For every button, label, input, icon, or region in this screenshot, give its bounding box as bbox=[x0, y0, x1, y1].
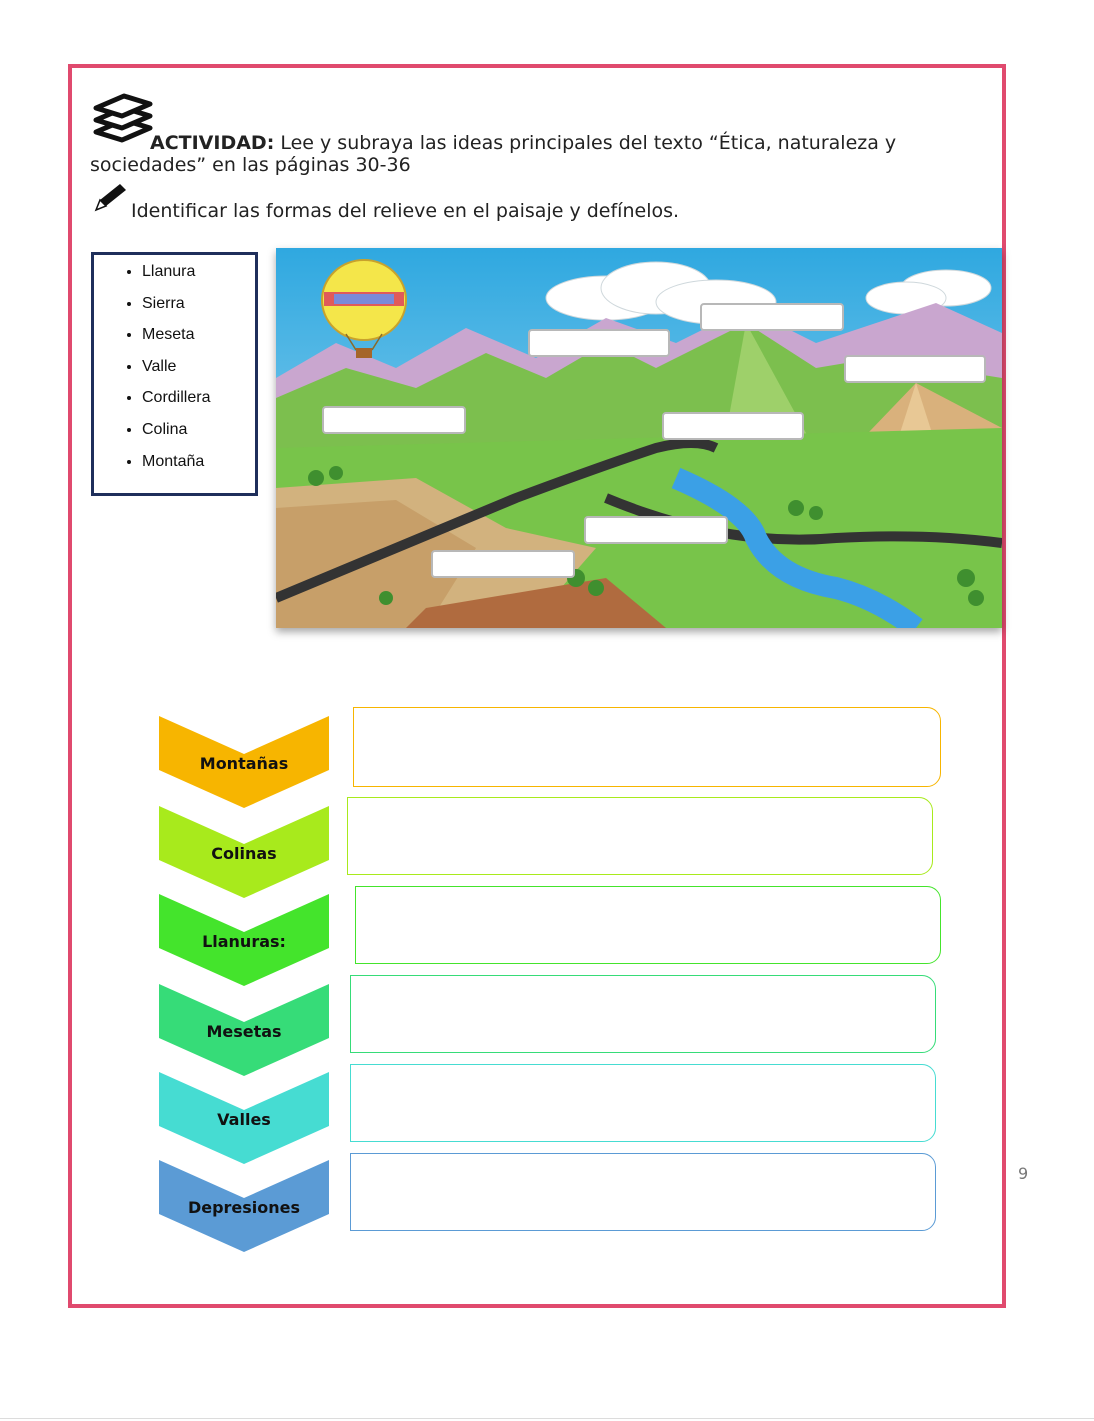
landform-chevron bbox=[159, 806, 329, 898]
landform-label: Colinas bbox=[211, 844, 277, 863]
landform-label: Valles bbox=[217, 1110, 271, 1129]
word-bank-item: • Colina bbox=[142, 419, 255, 451]
landform-chevron bbox=[159, 1160, 329, 1252]
label-blank[interactable] bbox=[322, 406, 466, 434]
landform-chevron bbox=[159, 894, 329, 986]
label-blank[interactable] bbox=[662, 412, 804, 440]
word-bank-item: • Sierra bbox=[142, 293, 255, 325]
pencil-icon bbox=[92, 182, 128, 214]
word-bank-item: • Cordillera bbox=[142, 387, 255, 419]
answer-box[interactable] bbox=[350, 1064, 936, 1142]
word-bank-item: • Meseta bbox=[142, 324, 255, 356]
activity-keyword: ACTIVIDAD: bbox=[150, 132, 275, 154]
label-blank[interactable] bbox=[844, 355, 986, 383]
landform-label: Depresiones bbox=[187, 1198, 301, 1217]
activity-text bbox=[90, 132, 990, 176]
landform-label: Mesetas bbox=[206, 1022, 282, 1041]
landform-label: Montañas bbox=[199, 754, 289, 773]
label-blank[interactable] bbox=[431, 550, 575, 578]
landform-chevron bbox=[159, 984, 329, 1076]
page-number: 9 bbox=[1018, 1164, 1029, 1183]
landform-label: Llanuras: bbox=[202, 932, 286, 951]
landform-chevron bbox=[159, 716, 329, 808]
answer-box[interactable] bbox=[347, 797, 933, 875]
label-blank[interactable] bbox=[528, 329, 670, 357]
page-bottom-rule bbox=[0, 1418, 1094, 1419]
landform-chevron bbox=[159, 1072, 329, 1164]
landscape-illustration bbox=[276, 248, 1002, 628]
answer-box[interactable] bbox=[350, 1153, 936, 1231]
label-blank[interactable] bbox=[700, 303, 844, 331]
answer-box[interactable] bbox=[350, 975, 936, 1053]
activity-body: Lee y subraya las ideas principales del texto “Ética, naturaleza y sociedades” en las páginas 30-36 bbox=[90, 132, 897, 176]
answer-box[interactable] bbox=[353, 707, 941, 787]
word-bank bbox=[91, 252, 258, 496]
instruction-text: Identificar las formas del relieve en el paisaje y defínelos. bbox=[131, 200, 680, 222]
answer-box[interactable] bbox=[355, 886, 941, 964]
word-bank-item: • Valle bbox=[142, 356, 255, 388]
word-bank-item: • Montaña bbox=[142, 451, 255, 483]
word-bank-item: • Llanura bbox=[142, 261, 255, 293]
label-blank[interactable] bbox=[584, 516, 728, 544]
